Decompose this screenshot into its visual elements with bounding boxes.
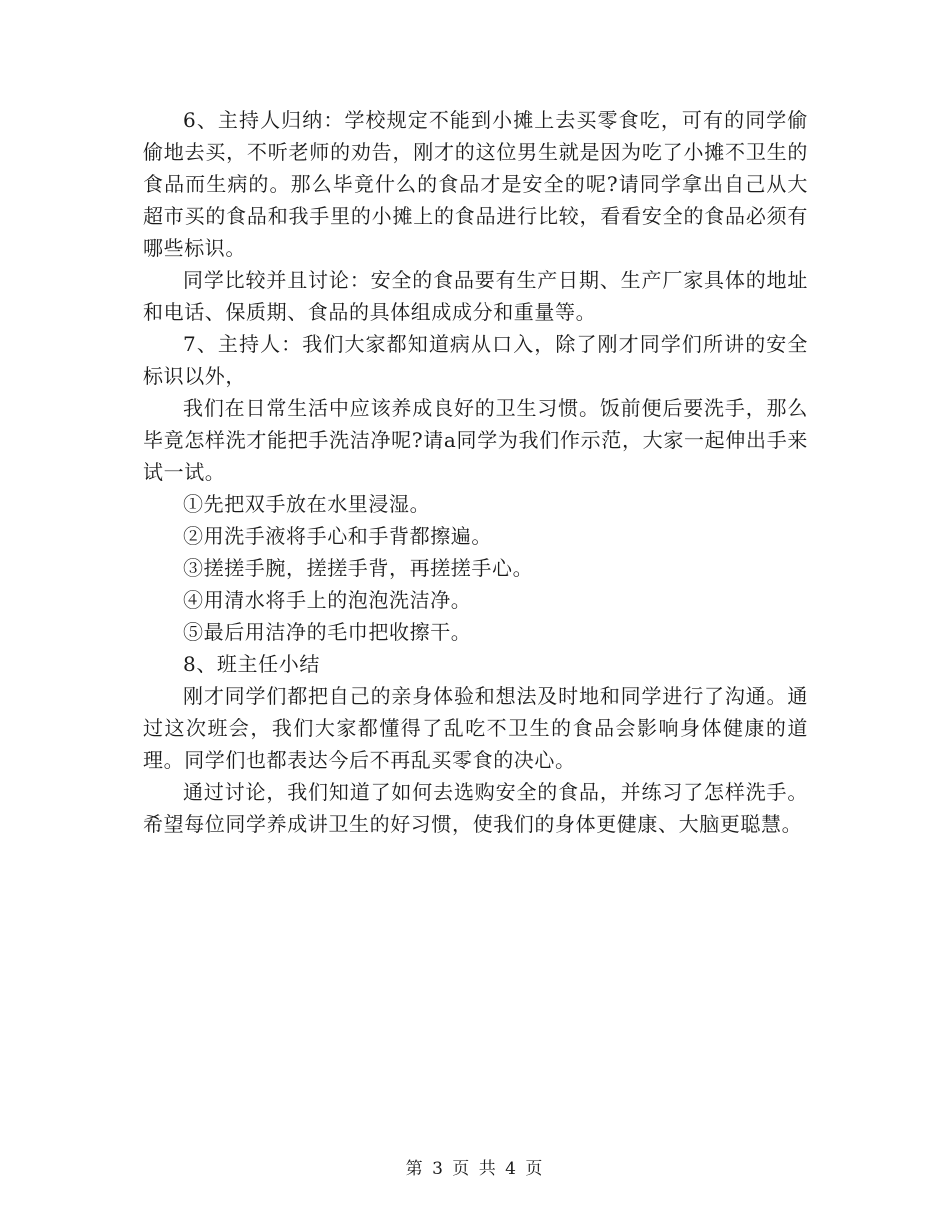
paragraph-hygiene: 我们在日常生活中应该养成良好的卫生习惯。饭前便后要洗手，那么毕竟怎样洗才能把手洗洁净呢?请a同学为我们作示范，大家一起伸出手来试一试。 <box>143 396 808 484</box>
paragraph-host-7: 7、主持人：我们大家都知道病从口入，除了刚才同学们所讲的安全标识以外， <box>143 332 808 388</box>
paragraph-discussion: 同学比较并且讨论：安全的食品要有生产日期、生产厂家具体的地址和电话、保质期、食品的具体组成成分和重量等。 <box>143 268 808 324</box>
handwash-step-1: ①先把双手放在水里浸湿。 <box>183 492 431 516</box>
handwash-step-3: ③搓搓手腕，搓搓手背，再搓搓手心。 <box>183 556 534 580</box>
paragraph-teacher-summary: 刚才同学们都把自己的亲身体验和想法及时地和同学进行了沟通。通过这次班会，我们大家都懂得了乱吃不卫生的食品会影响身体健康的道理。同学们也都表达今后不再乱买零食的决心。 <box>143 684 808 772</box>
paragraph-conclusion: 通过讨论，我们知道了如何去选购安全的食品，并练习了怎样洗手。希望每位同学养成讲卫生的好习惯，使我们的身体更健康、大脑更聪慧。 <box>143 780 808 836</box>
handwash-step-2: ②用洗手液将手心和手背都擦遍。 <box>183 524 492 548</box>
paragraph-summary-6: 6、主持人归纳：学校规定不能到小摊上去买零食吃，可有的同学偷偷地去买，不听老师的劝告，刚才的这位男生就是因为吃了小摊不卫生的食品而生病的。那么毕竟什么的食品才是安全的呢?请同学拿出自己从大超市买的食品和我手里的小摊上的食品进行比较，看看安全的食品必须有哪些标识。 <box>143 108 808 260</box>
handwash-step-5: ⑤最后用洁净的毛巾把收擦干。 <box>183 620 472 644</box>
page-number-footer: 第 3 页 共 4 页 <box>405 1159 545 1179</box>
section-heading-8: 8、班主任小结 <box>183 652 320 676</box>
handwash-step-4: ④用清水将手上的泡泡洗洁净。 <box>183 588 472 612</box>
document-body <box>143 104 808 840</box>
